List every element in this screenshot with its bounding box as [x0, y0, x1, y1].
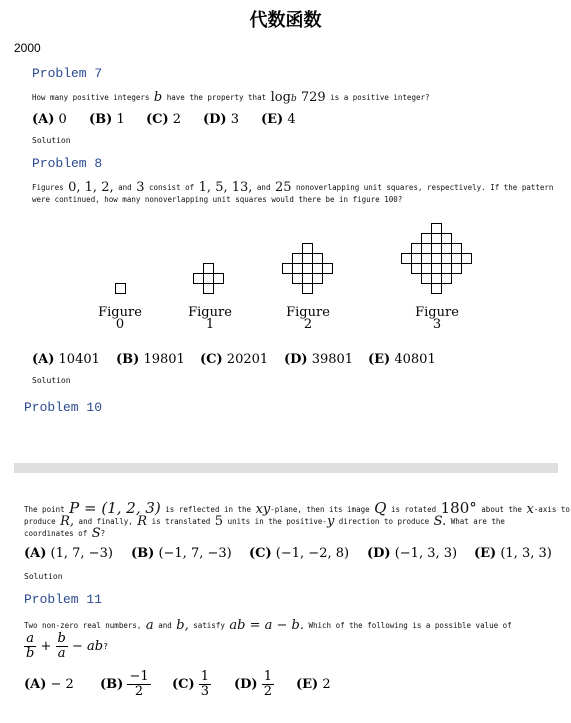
unit-square: [432, 274, 442, 284]
choice-d: (D) 39801: [284, 352, 354, 367]
unit-square: [194, 274, 204, 284]
unit-square: [462, 254, 472, 264]
figure-0-label: Figure 0: [98, 305, 142, 332]
unit-square: [452, 254, 462, 264]
unit-square: [323, 264, 333, 274]
unit-square: [303, 284, 313, 294]
choice-b: (B) $\frac{-1}{2}$: [100, 669, 149, 699]
choice-a: (A) 0: [32, 112, 67, 127]
unit-square: [283, 264, 293, 274]
problem-10-heading[interactable]: Problem 10: [24, 400, 103, 415]
unit-square: [452, 264, 462, 274]
unit-square: [442, 244, 452, 254]
unit-square: [402, 254, 412, 264]
page-title: 代数函数: [249, 10, 322, 31]
unit-square: [452, 244, 462, 254]
unit-square: [204, 284, 214, 294]
choice-b: (B) 19801: [116, 352, 185, 367]
unit-square: [303, 254, 313, 264]
unit-square: [442, 254, 452, 264]
unit-square: [422, 254, 432, 264]
figure-2-label: Figure 2: [286, 305, 330, 332]
problem-7-heading[interactable]: Problem 7: [32, 66, 103, 81]
unit-square: [432, 284, 442, 294]
unit-square: [313, 274, 323, 284]
unit-square: [303, 264, 313, 274]
problem-8-question-line-1: Figures 0, 1, 2, and 3 consist of 1, 5, 13, and 25 nonoverlapping unit squares, respectively. If the pattern: [32, 180, 554, 195]
problem-10-solution-link[interactable]: Solution: [24, 572, 63, 581]
problem-11-expression: $\frac{a}{b}$ + $\frac{b}{a}$ − ab?: [26, 631, 108, 661]
problem-8-choices: [32, 352, 436, 367]
problem-7-choices: [32, 112, 296, 127]
problem-8-heading[interactable]: Problem 8: [32, 156, 103, 171]
problem-7-solution-link[interactable]: Solution: [32, 136, 71, 145]
unit-square: [313, 264, 323, 274]
figure-3-grid: [401, 223, 478, 300]
unit-square: [422, 234, 432, 244]
figure-0-grid: [115, 283, 126, 294]
figure-3-label: Figure 3: [415, 305, 459, 332]
problem-11-choices: [24, 670, 331, 699]
unit-square: [293, 264, 303, 274]
choice-c: (C) (−1, −2, 8): [249, 546, 350, 561]
unit-square: [303, 244, 313, 254]
choice-a: (A) − 2: [24, 677, 74, 692]
unit-square: [432, 224, 442, 234]
choice-d: (D) (−1, 3, 3): [367, 546, 458, 561]
choice-e: (E) 4: [261, 112, 296, 127]
problem-10-choices: [24, 546, 552, 561]
choice-d: (D) $\frac{1}{2}$: [234, 669, 272, 699]
choice-d: (D) 3: [203, 112, 239, 127]
choice-c: (C) 2: [146, 112, 182, 127]
figure-1-label: Figure 1: [188, 305, 232, 332]
choice-e: (E) (1, 3, 3): [474, 546, 552, 561]
unit-square: [204, 274, 214, 284]
choice-e: (E) 40801: [368, 352, 436, 367]
unit-square: [303, 274, 313, 284]
unit-square: [293, 254, 303, 264]
unit-square: [422, 244, 432, 254]
problem-10-question-line-1: The point P = (1, 2, 3) is reflected in the xy-plane, then its image Q is rotated 180° about the x-axis to: [24, 499, 570, 517]
choice-b: (B) (−1, 7, −3): [131, 546, 232, 561]
unit-square: [432, 264, 442, 274]
section-divider: [14, 463, 558, 473]
unit-square: [432, 254, 442, 264]
unit-square: [432, 234, 442, 244]
unit-square: [412, 244, 422, 254]
unit-square: [432, 244, 442, 254]
choice-c: (C) 20201: [200, 352, 269, 367]
unit-square: [442, 234, 452, 244]
problem-11-question-line-1: Two non-zero real numbers, a and b, satisfy ab = a − b. Which of the following is a possible value of: [24, 618, 512, 633]
problem-8-solution-link[interactable]: Solution: [32, 376, 71, 385]
unit-square: [442, 264, 452, 274]
year-heading: 2000: [14, 41, 41, 55]
problem-7-question: How many positive integers b have the property that $\log_b 729$ is a positive integer?: [32, 90, 430, 105]
unit-square: [214, 274, 224, 284]
problem-10-question-line-2: produce R, and finally, R is translated 5 units in the positive-y direction to produce S. What are the: [24, 514, 505, 529]
unit-square: [293, 274, 303, 284]
problem-8-question-line-2: were continued, how many nonoverlapping unit squares would there be in figure 100?: [32, 195, 403, 204]
figure-2-grid: [282, 243, 337, 298]
unit-square: [204, 264, 214, 274]
unit-square: [412, 254, 422, 264]
unit-square: [442, 274, 452, 284]
choice-c: (C) $\frac{1}{3}$: [172, 669, 210, 699]
choice-a: (A) 10401: [32, 352, 100, 367]
figure-1-grid: [193, 263, 226, 296]
choice-e: (E) 2: [296, 677, 331, 692]
choice-b: (B) 1: [89, 112, 125, 127]
unit-square: [422, 274, 432, 284]
unit-square: [412, 264, 422, 274]
unit-square: [313, 254, 323, 264]
problem-11-heading[interactable]: Problem 11: [24, 592, 103, 607]
problem-10-question-line-3: coordinates of S?: [24, 526, 106, 541]
choice-a: (A) (1, 7, −3): [24, 546, 113, 561]
unit-square: [422, 264, 432, 274]
